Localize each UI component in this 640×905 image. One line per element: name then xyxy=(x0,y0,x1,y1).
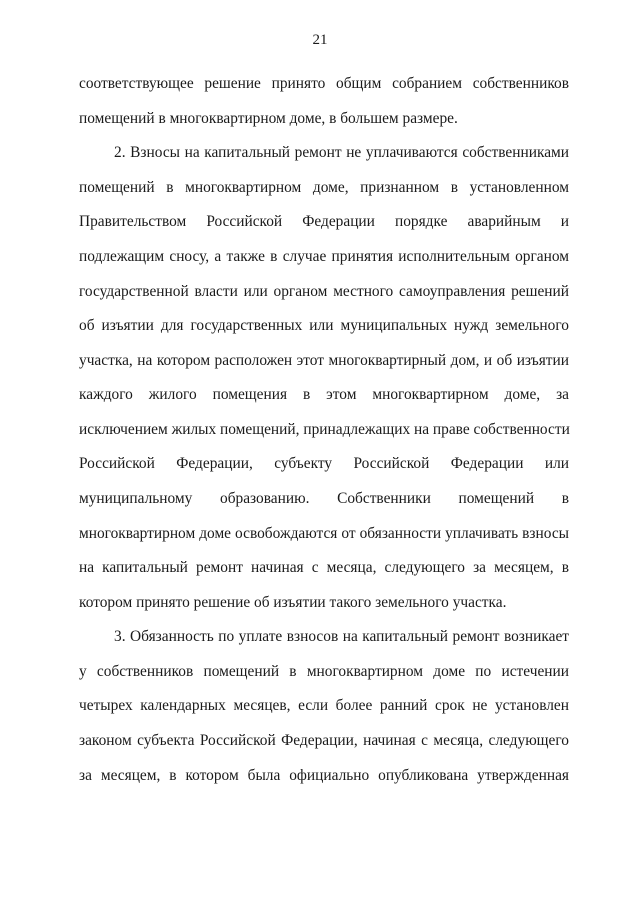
text-line: помещений в многоквартирном доме, признанном в установленном xyxy=(79,179,569,196)
text-line: котором принято решение об изъятии такого земельного участка. xyxy=(79,594,507,611)
text-line: исключением жилых помещений, принадлежащих на праве собственности xyxy=(79,421,570,438)
text-line: многоквартирном доме освобождаются от обязанности уплачивать взносы xyxy=(79,525,569,542)
paragraph-start-line: 3. Обязанность по уплате взносов на капитальный ремонт возникает xyxy=(114,628,569,645)
text-line: за месяцем, в котором была официально опубликована утвержденная xyxy=(79,767,569,784)
text-line: законом субъекта Российской Федерации, начиная с месяца, следующего xyxy=(79,732,569,749)
text-line: подлежащим сносу, а также в случае принятия исполнительным органом xyxy=(79,248,569,265)
text-line: каждого жилого помещения в этом многоквартирном доме, за xyxy=(79,386,569,403)
text-line: Российской Федерации, субъекту Российской Федерации или xyxy=(79,455,569,472)
paragraph-start-line: 2. Взносы на капитальный ремонт не уплачиваются собственниками xyxy=(114,144,569,161)
text-line: на капитальный ремонт начиная с месяца, следующего за месяцем, в xyxy=(79,559,569,576)
text-line: государственной власти или органом местного самоуправления решений xyxy=(79,283,569,300)
page-number: 21 xyxy=(312,32,328,48)
text-line: об изъятии для государственных или муниципальных нужд земельного xyxy=(79,317,569,334)
text-line: муниципальному образованию. Собственники помещений в xyxy=(79,490,569,507)
text-line: Правительством Российской Федерации порядке аварийным и xyxy=(79,213,569,230)
text-line: соответствующее решение принято общим собранием собственников xyxy=(79,75,569,92)
text-line: помещений в многоквартирном доме, в большем размере. xyxy=(79,110,458,127)
text-line: четырех календарных месяцев, если более ранний срок не установлен xyxy=(79,697,569,714)
text-line: участка, на котором расположен этот многоквартирный дом, и об изъятии xyxy=(79,352,569,369)
text-line: у собственников помещений в многоквартирном доме по истечении xyxy=(79,663,569,680)
